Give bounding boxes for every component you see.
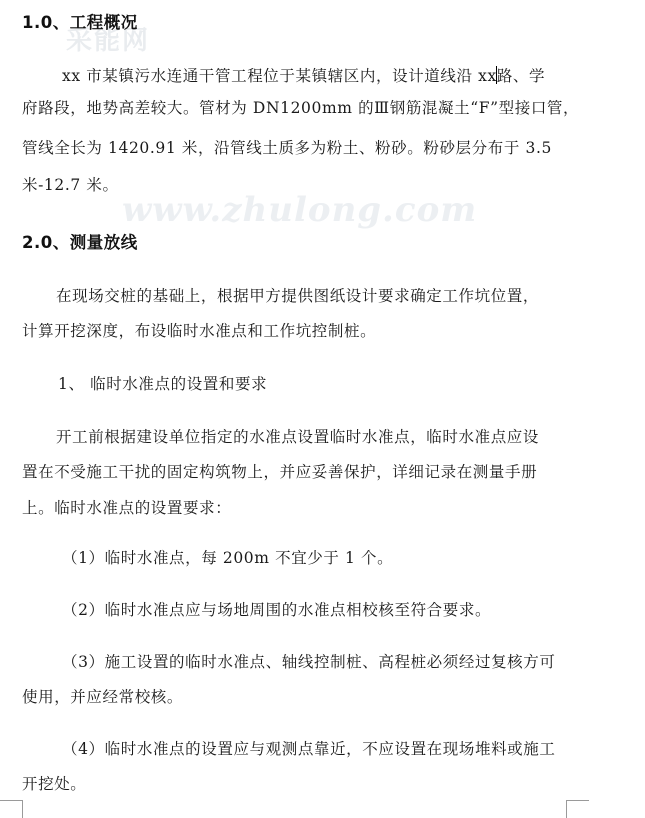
page-corner-mark-right xyxy=(566,800,589,818)
paragraph-line[interactable]: 置在不受施工干扰的固定构筑物上，并应妥善保护，详细记录在测量手册 xyxy=(22,463,538,481)
watermark-middle: www.zhulong.com xyxy=(122,190,478,230)
paragraph-line[interactable]: 计算开挖深度，布设临时水准点和工作坑控制桩。 xyxy=(22,322,377,340)
paragraph-line[interactable]: 管线全长为 1420.91 米，沿管线土质多为粉土、粉砂。粉砂层分布于 3.5 xyxy=(22,139,552,157)
section-2-heading: 2.0、测量放线 xyxy=(22,233,138,252)
list-item[interactable]: （3）施工设置的临时水准点、轴线控制桩、高程桩必须经过复核方可 xyxy=(62,653,556,671)
paragraph-line[interactable]: 上。临时水准点的设置要求： xyxy=(22,499,232,517)
paragraph-line[interactable]: 府路段，地势高差较大。管材为 DN1200mm 的Ⅲ钢筋混凝土“F”型接口管， xyxy=(22,99,580,117)
list-item-continuation[interactable]: 开挖处。 xyxy=(22,775,87,793)
list-item[interactable]: （2）临时水准点应与场地周围的水准点相校核至符合要求。 xyxy=(62,601,492,619)
paragraph-line[interactable]: 开工前根据建设单位指定的水准点设置临时水准点，临时水准点应设 xyxy=(56,428,540,446)
paragraph-line[interactable]: 米-12.7 米。 xyxy=(22,176,119,194)
subheading[interactable]: 1、 临时水准点的设置和要求 xyxy=(58,375,268,393)
paragraph-line[interactable]: 在现场交桩的基础上，根据甲方提供图纸设计要求确定工作坑位置， xyxy=(56,287,540,305)
watermark-top: 采能网 xyxy=(66,26,151,56)
list-item[interactable]: （4）临时水准点的设置应与观测点靠近，不应设置在现场堆料或施工 xyxy=(62,740,556,758)
section-1-heading: 1.0、工程概况 xyxy=(22,13,138,32)
paragraph-line[interactable] xyxy=(62,64,545,86)
list-item[interactable]: （1）临时水准点，每 200m 不宜少于 1 个。 xyxy=(62,549,394,567)
paragraph-text: xx 市某镇污水连通干管工程位于某镇辖区内，设计道线沿 xx xyxy=(62,67,497,85)
paragraph-text: 路、学 xyxy=(496,67,546,85)
page-corner-mark-left xyxy=(0,800,23,818)
list-item-continuation[interactable]: 使用，并应经常校核。 xyxy=(22,688,184,706)
